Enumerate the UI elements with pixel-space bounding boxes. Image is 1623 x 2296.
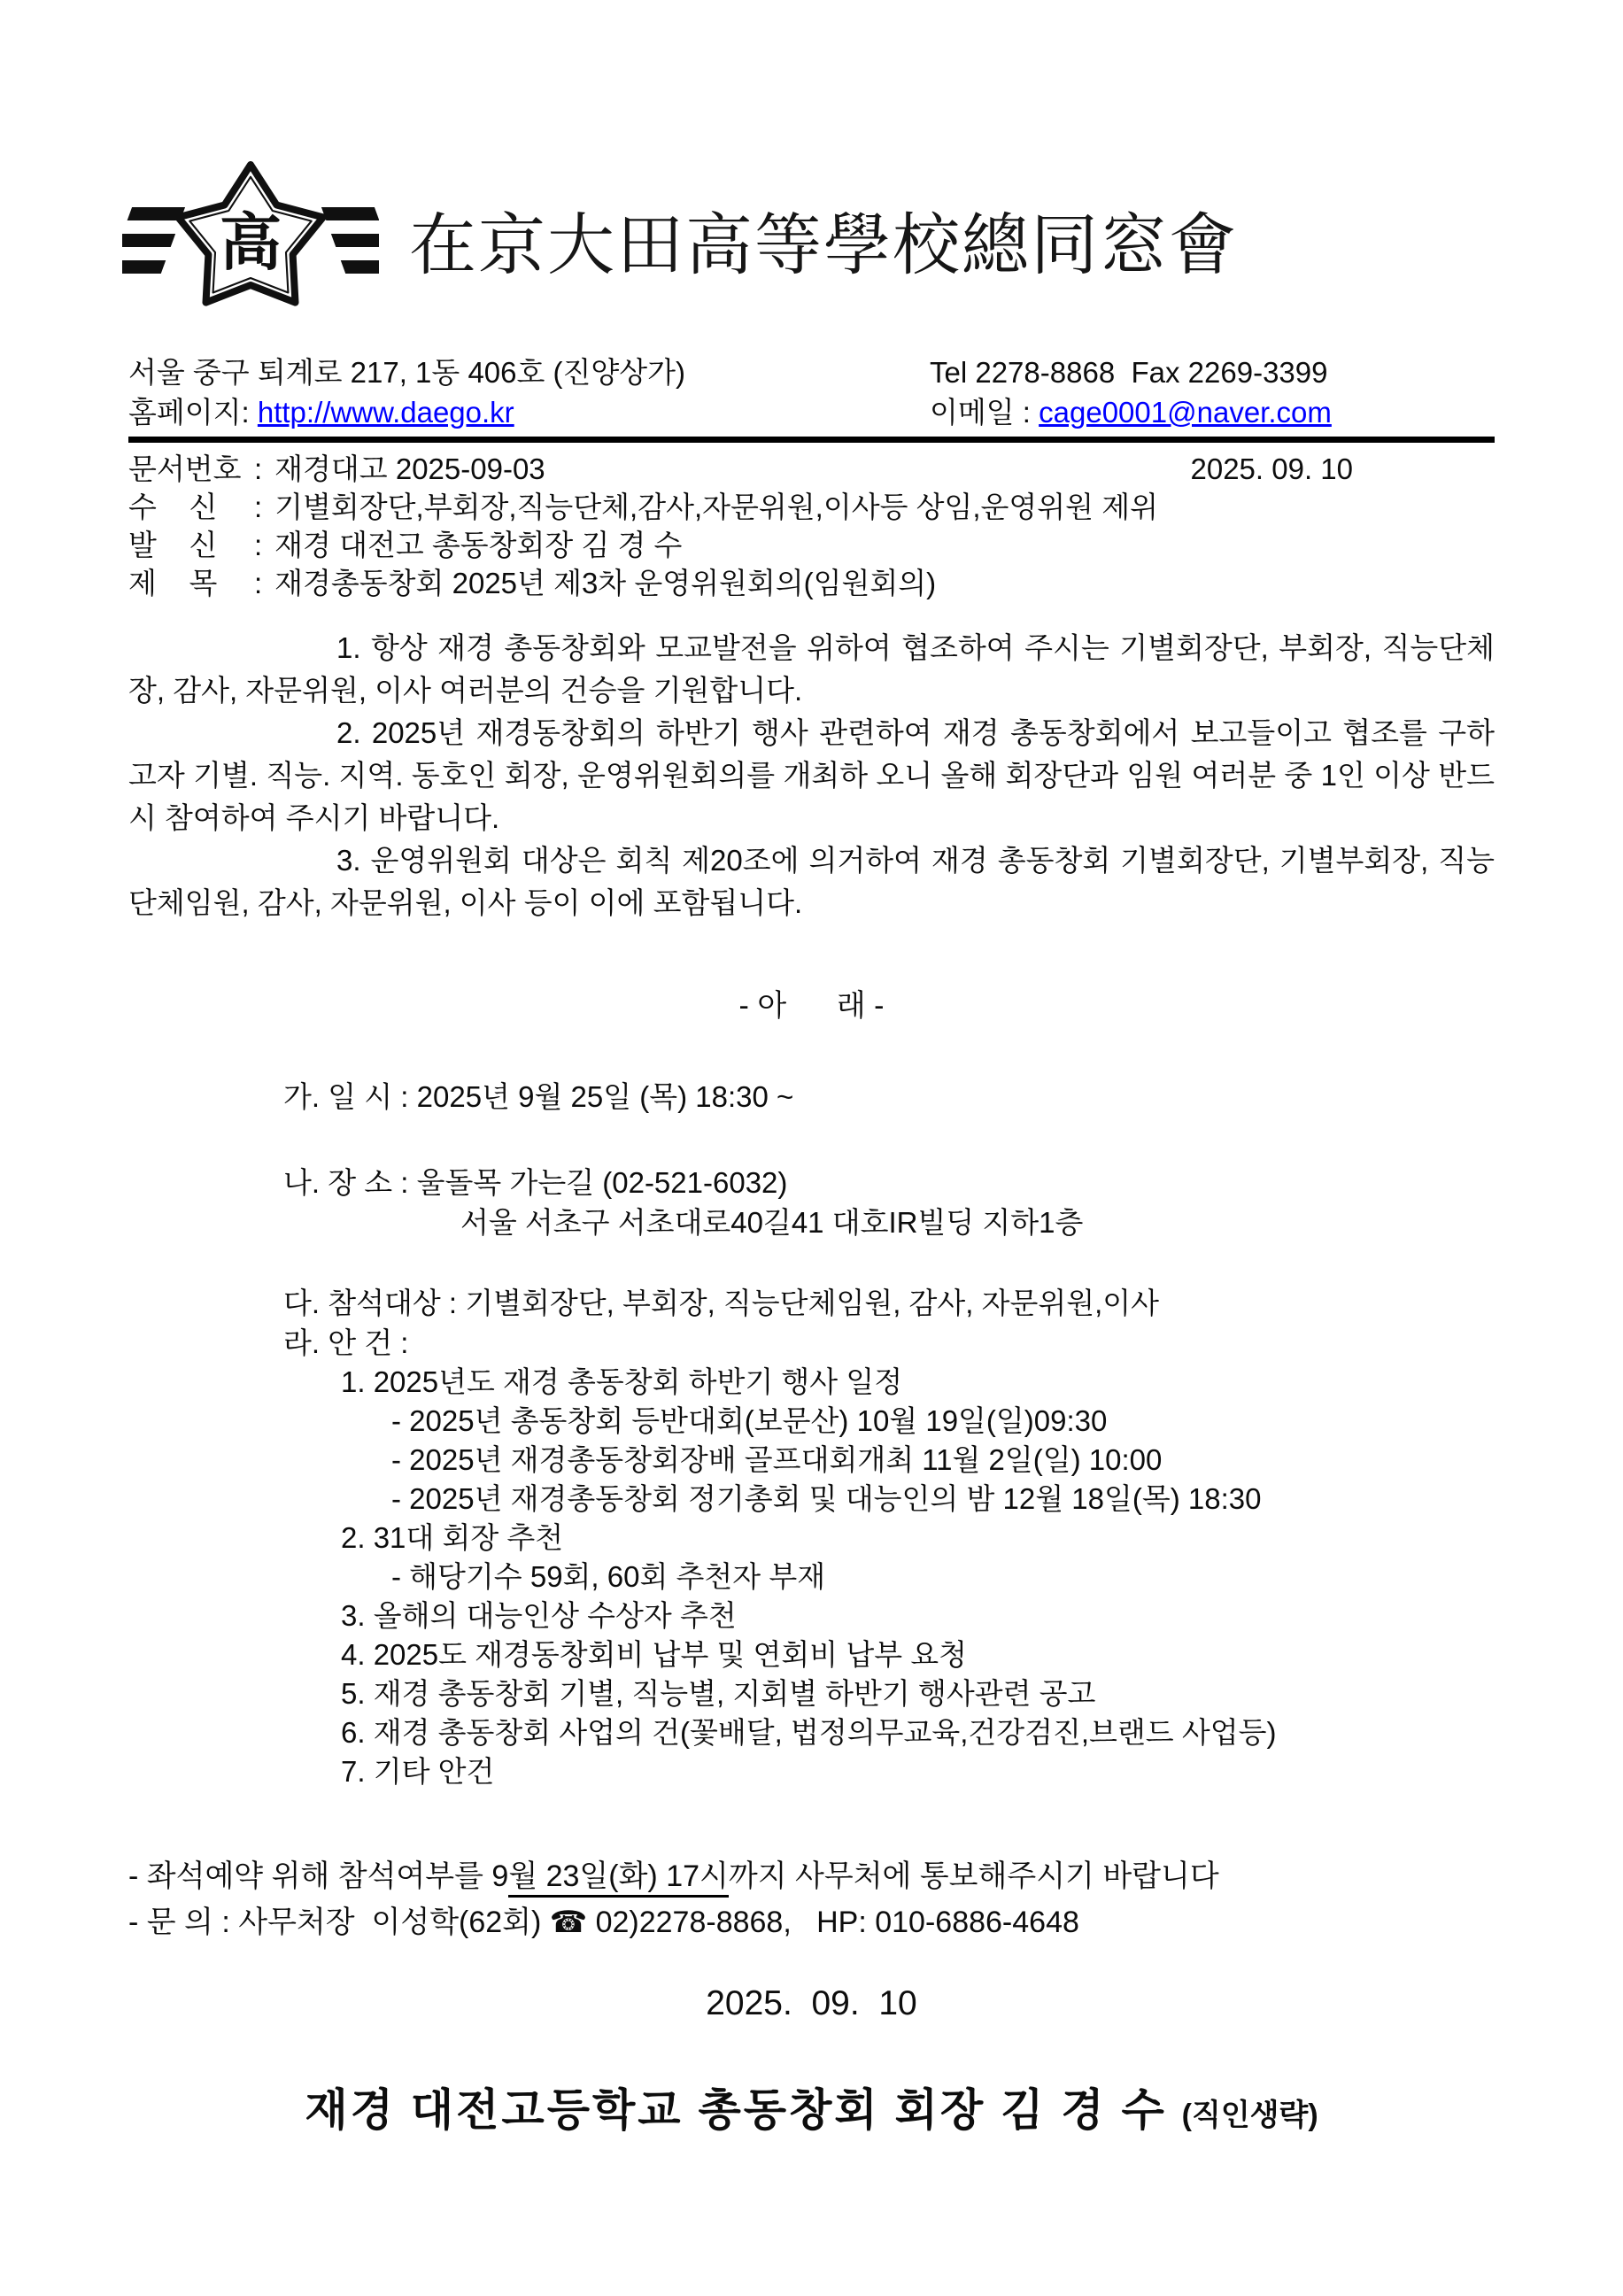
body-text <box>128 627 1495 924</box>
rsvp-deadline-underlined: 월 23일(화) 17시 <box>508 1859 729 1898</box>
contact-block <box>128 352 1495 432</box>
issue-date: 2025. 09. 10 <box>706 1984 917 2022</box>
agenda-subitem: - 2025년 재경총동창회장배 골프대회개최 11월 2일(일) 10:00 <box>391 1443 1163 1476</box>
rsvp-note <box>128 1853 1495 1899</box>
agenda-item: 7. 기타 안건 <box>341 1755 495 1788</box>
notes-section <box>128 1853 1495 1945</box>
tel-fax-text: Tel 2278-8868 Fax 2269-3399 <box>930 356 1328 389</box>
recipient-label: 수 신 <box>128 491 218 523</box>
sender-value: 재경 대전고 총동창회장 김 경 수 <box>274 529 683 561</box>
doc-number-value: 재경대고 2025-09-03 <box>274 452 545 485</box>
rsvp-note-prefix: - 좌석예약 위해 참석여부를 9 <box>128 1859 509 1893</box>
body-paragraph-3: 3. 운영위원회 대상은 회칙 제20조에 의거하여 재경 총동창회 기별회장단, 기별부회장, 직능단체임원, 감사, 자문위원, 이사 등이 이에 포함됩니다. <box>128 844 1495 919</box>
organization-title: 在京大田高等學校總同窓會 <box>409 205 1238 284</box>
badge-character: 高 <box>220 205 282 279</box>
rsvp-note-suffix: 까지 사무처에 통보해주시기 바랍니다 <box>728 1859 1219 1893</box>
agenda-subitem: - 2025년 재경총동창회 정기총회 및 대능인의 밤 12월 18일(목) 18:30 <box>391 1482 1262 1515</box>
doc-number-sep: : <box>254 452 263 485</box>
agenda-subitem: - 2025년 총동창회 등반대회(보문산) 10월 19일(일)09:30 <box>391 1404 1108 1437</box>
agenda-item: 1. 2025년도 재경 총동창회 하반기 행사 일정 <box>341 1365 903 1398</box>
masthead <box>122 161 1623 317</box>
detail-place-line2: 서울 서초구 서초대로40길41 대호IR빌딩 지하1층 <box>460 1206 1084 1239</box>
agenda-item: 4. 2025도 재경동창회비 납부 및 연회비 납부 요청 <box>341 1638 968 1671</box>
sender-row <box>128 526 1495 564</box>
seal-omitted-note: (직인생략) <box>1181 2099 1318 2132</box>
agenda-item: 5. 재경 총동창회 기별, 직능별, 지회별 하반기 행사관련 공고 <box>341 1677 1096 1710</box>
detail-place-line1: 나. 장 소 : 울돌목 가는길 (02-521-6032) <box>283 1166 788 1199</box>
subject-row <box>128 564 1495 602</box>
subject-value: 재경총동창회 2025년 제3차 운영위원회의(임원회의) <box>274 567 937 599</box>
agenda-list <box>128 1363 1495 1791</box>
sender-sep: : <box>254 529 263 561</box>
email-link[interactable]: cage0001@naver.com <box>1039 396 1332 429</box>
body-paragraph-2: 2. 2025년 재경동창회의 하반기 행사 관련하여 재경 총동창회에서 보고들이고 협조를 구하고자 기별. 직능. 지역. 동호인 회장, 운영위원회의를 개최하 오니 올해 회장단과 임원 여러분 중 1인 이상 반드시 참여하여 주시기 바랍니다. <box>128 716 1495 834</box>
below-divider: - 아 래 - <box>738 989 885 1023</box>
recipient-sep: : <box>254 491 263 523</box>
email-line <box>930 392 1332 432</box>
signature-text: 재경 대전고등학교 총동창회 회장 김 경 수 <box>305 2085 1182 2135</box>
agenda-item: 6. 재경 총동창회 사업의 건(꽃배달, 법정의무교육,건강검진,브랜드 사업등) <box>341 1716 1277 1749</box>
sender-label: 발 신 <box>128 529 218 561</box>
doc-date: 2025. 09. 10 <box>1190 452 1353 485</box>
agenda-item: 3. 올해의 대능인상 수상자 추천 <box>341 1599 737 1632</box>
detail-agenda-heading: 라. 안 건 : <box>283 1326 409 1359</box>
logo-right-stripes <box>321 207 379 274</box>
body-paragraph-1: 1. 항상 재경 총동창회와 모교발전을 위하여 협조하여 주시는 기별회장단, 부회장, 직능단체장, 감사, 자문위원, 이사 여러분의 건승을 기원합니다. <box>128 631 1495 707</box>
detail-attendees: 다. 참석대상 : 기별회장단, 부회장, 직능단체임원, 감사, 자문위원,이사 <box>283 1287 1160 1319</box>
homepage-label: 홈페이지: <box>128 396 258 429</box>
homepage-link[interactable]: http://www.daego.kr <box>257 396 514 429</box>
address-text: 서울 중구 퇴계로 217, 1동 406호 (진양상가) <box>128 356 686 389</box>
subject-sep: : <box>254 567 263 599</box>
signature-line <box>128 2075 1495 2138</box>
email-label: 이메일 : <box>930 396 1039 429</box>
recipient-value: 기별회장단,부회장,직능단체,감사,자문위원,이사등 상임,운영위원 제위 <box>274 491 1158 523</box>
subject-label: 제 목 <box>128 567 218 599</box>
doc-info <box>128 450 1495 602</box>
recipient-row <box>128 488 1495 526</box>
doc-number-label: 문서번호 <box>128 452 242 485</box>
homepage-line <box>128 392 930 432</box>
agenda-item: 2. 31대 회장 추천 <box>341 1521 564 1554</box>
agenda-subitem: - 해당기수 59회, 60회 추천자 부재 <box>391 1560 826 1593</box>
doc-number-row <box>128 450 1495 488</box>
school-badge-logo <box>122 161 379 317</box>
inquiry-note: - 문 의 : 사무처장 이성학(62회) ☎ 02)2278-8868, HP: 010-6886-4648 <box>128 1906 1079 1939</box>
details-section <box>128 1077 1495 1363</box>
header-rule <box>128 437 1495 443</box>
detail-datetime: 가. 일 시 : 2025년 9월 25일 (목) 18:30 ~ <box>283 1080 794 1113</box>
